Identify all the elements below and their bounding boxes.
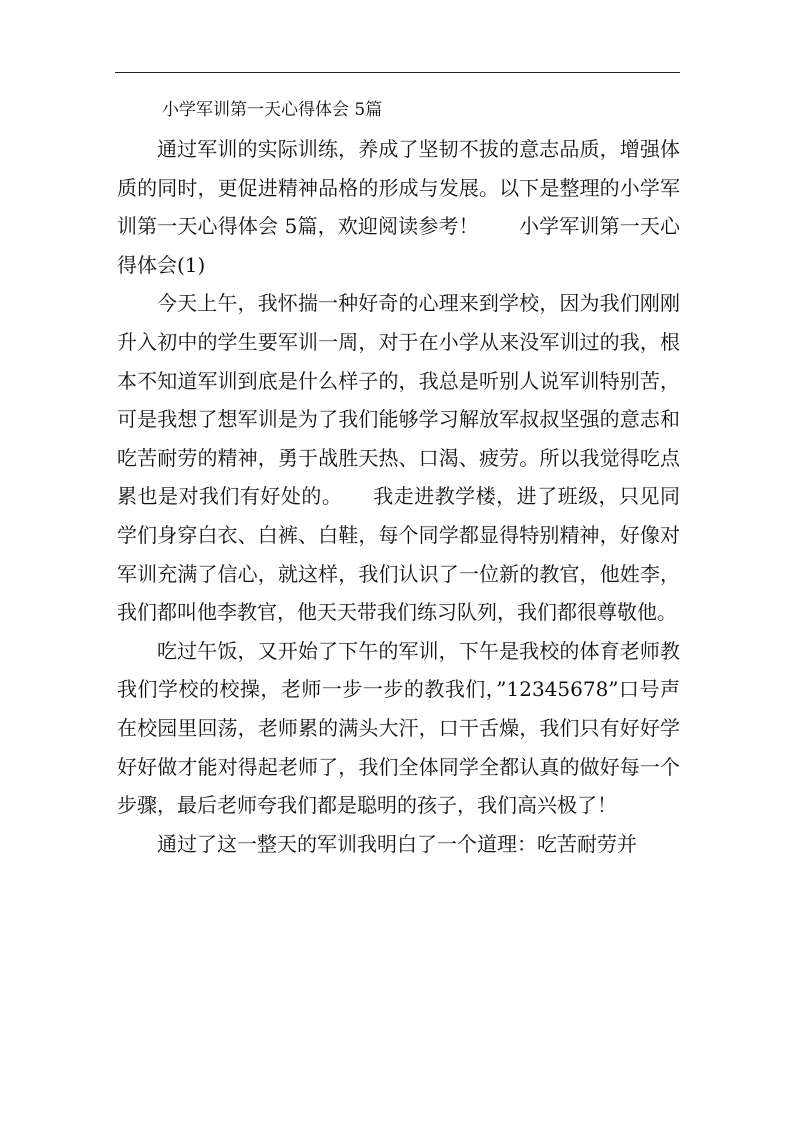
- paragraph-conclusion: 通过了这一整天的军训我明白了一个道理：吃苦耐劳并: [157, 831, 637, 856]
- paragraph-afternoon: 吃过午饭，又开始了下午的军训，下午是我校的体育老师教我们学校的校操，老师一步一步的教我们，”12345678”口号声在校园里回荡，老师累的满头大汗，口干舌燥，我们只有好好学好好做才能对得起老师了，我们全体同学全都认真的做好每一个步骤，最后老师夸我们都是聪明的孩子，我们高兴极了！: [117, 638, 680, 818]
- paragraph-morning: 今天上午，我怀揣一种好奇的心理来到学校，因为我们刚刚升入初中的学生要军训一周，对于在小学从来没军训过的我，根本不知道军训到底是什么样子的，我总是听别人说军训特别苦，可是我想了想军训是为了我们能够学习解放军叔叔坚强的意志和吃苦耐劳的精神，勇于战胜天热、口渴、疲劳。所以我觉得吃点累也是对我们有好处的。 我走进教学楼，进了班级，只见同学们身穿白衣、白裤、白鞋，每个同学都显得特别精神，好像对军训充满了信心，就这样，我们认识了一位新的教官，他姓李，我们都叫他李教官，他天天带我们练习队列，我们都很尊敬他。: [117, 291, 680, 625]
- paragraph-intro: 通过军训的实际训练，养成了坚韧不拔的意志品质，增强体质的同时，更促进精神品格的形成与发展。以下是整理的小学军训第一天心得体会 5篇，欢迎阅读参考！ 小学军训第一天心得体会(1): [117, 137, 680, 277]
- document-body: [117, 90, 680, 863]
- header-rule: [115, 72, 680, 73]
- document-title: 小学军训第一天心得体会 5篇: [162, 100, 383, 120]
